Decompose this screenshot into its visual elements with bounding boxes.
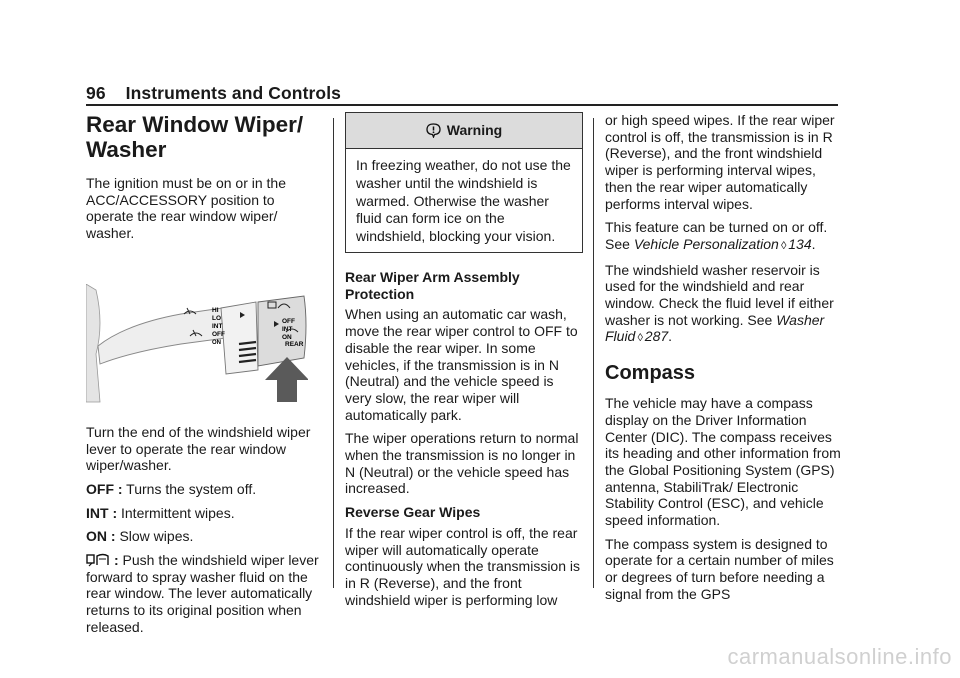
def-washer-desc: Push the windshield wiper lever forward to spray washer fluid on the rear window. The lever automatically returns to its original position when released. <box>86 552 319 635</box>
rear-int-label: INT <box>282 325 293 333</box>
reservoir-ref-page: 287 <box>644 328 669 345</box>
title-line-2: Washer <box>86 137 167 162</box>
arm-heading: Rear Wiper Arm Assembly Protection <box>345 268 520 302</box>
warning-body: In freezing weather, do not use the washer until the windshield is warmed. Otherwise the washer fluid can form ice on the windshield, blocking your vision. <box>356 157 571 245</box>
def-int-term: INT : <box>86 504 118 521</box>
def-off <box>86 481 322 498</box>
wiper-lever-drawing <box>86 284 308 404</box>
page-header <box>86 83 341 104</box>
column-divider-2 <box>593 118 594 588</box>
title-line-1: Rear Window Wiper/ <box>86 112 304 137</box>
compass-paragraph-1: The vehicle may have a compass display on the Driver Information Center (DIC). The compass receives its heading and other information from the Global Positioning System (GPS) antenna, StabiliTrak/ Electronic Stability Control (ESC), and vehicle speed information. <box>605 395 841 529</box>
def-washer <box>86 552 322 636</box>
warning-icon <box>426 123 441 138</box>
intro-paragraph: The ignition must be on or in the ACC/ACCESSORY position to operate the rear window wiper/ washer. <box>86 175 287 242</box>
column-divider-1 <box>333 118 334 588</box>
vehicle-personalization-link[interactable] <box>634 236 812 252</box>
page-ref-icon: ◊ <box>637 332 643 345</box>
reservoir-paragraph <box>605 262 841 348</box>
hi-label: HI <box>212 306 219 314</box>
page-title <box>86 112 322 162</box>
reverse-paragraph: If the rear wiper control is off, the rear wiper will automatically operate continuously when the transmission is in R (Reverse), and the front windshield wiper is performing low <box>345 524 581 608</box>
def-off-desc: Turns the system off. <box>122 480 257 497</box>
feature-paragraph <box>605 219 841 254</box>
column-left <box>86 112 322 643</box>
page-ref-icon: ◊ <box>780 239 787 252</box>
watermark: carmanualsonline.info <box>727 644 952 669</box>
section-title: Instruments and Controls <box>125 83 342 103</box>
warning-header <box>346 113 582 149</box>
compass-paragraph-2: The compass system is designed to operate for a certain number of miles or degrees of turn before needing a signal from the GPS <box>605 535 834 602</box>
def-on <box>86 528 322 545</box>
header-rule <box>86 104 838 106</box>
page-number: 96 <box>86 83 106 103</box>
off-label: OFF <box>212 330 225 338</box>
return-paragraph: The wiper operations return to normal when the transmission is no longer in N (Neutral) or the vehicle speed has increased. <box>345 430 579 497</box>
feature-text: This feature can be turned on or off. See <box>605 219 828 252</box>
def-on-term: ON : <box>86 528 116 545</box>
column-right <box>605 112 841 610</box>
reservoir-text: The windshield washer reservoir is used for the windshield and rear window. Check the fluid level if either washer is not working. See <box>605 261 834 328</box>
reverse-heading: Reverse Gear Wipes <box>345 504 481 521</box>
feature-ref-text: Vehicle Personalization <box>633 235 779 252</box>
continued-paragraph: or high speed wipes. If the rear wiper control is off, the transmission is in R (Reverse), and the front windshield wiper is performing interval wipes, then the rear wiper automatically performs interval wipes. <box>605 112 835 212</box>
on-label: ON <box>212 339 221 346</box>
def-off-term: OFF : <box>86 480 123 497</box>
reservoir-ref-text: Washer Fluid <box>605 311 825 345</box>
def-int-desc: Intermittent wipes. <box>117 504 235 521</box>
int-label: INT <box>212 322 223 330</box>
warning-box <box>345 112 583 253</box>
def-int <box>86 505 322 522</box>
def-on-desc: Slow wipes. <box>115 528 194 545</box>
wiper-lever-illustration <box>86 284 308 404</box>
def-washer-term: : <box>114 552 119 569</box>
reservoir-period: . <box>668 328 673 345</box>
warning-title: Warning <box>446 122 503 139</box>
rear-label: REAR <box>285 340 304 348</box>
turn-paragraph: Turn the end of the windshield wiper lever to operate the rear window wiper/washer. <box>86 423 311 474</box>
column-middle <box>345 112 583 615</box>
arm-paragraph: When using an automatic car wash, move the rear wiper control to OFF to disable the rear wiper. In some vehicles, if the transmission is in N (Neutral) and the vehicle speed is very slow, the rear wiper will automatically park. <box>345 306 578 423</box>
compass-heading: Compass <box>605 362 696 385</box>
feature-period: . <box>811 235 816 252</box>
rear-on-label: ON <box>282 333 292 341</box>
rear-off-label: OFF <box>282 317 295 325</box>
rear-washer-glyph-icon <box>86 553 110 567</box>
feature-ref-page: 134 <box>788 235 812 252</box>
lo-label: LO <box>212 314 222 322</box>
